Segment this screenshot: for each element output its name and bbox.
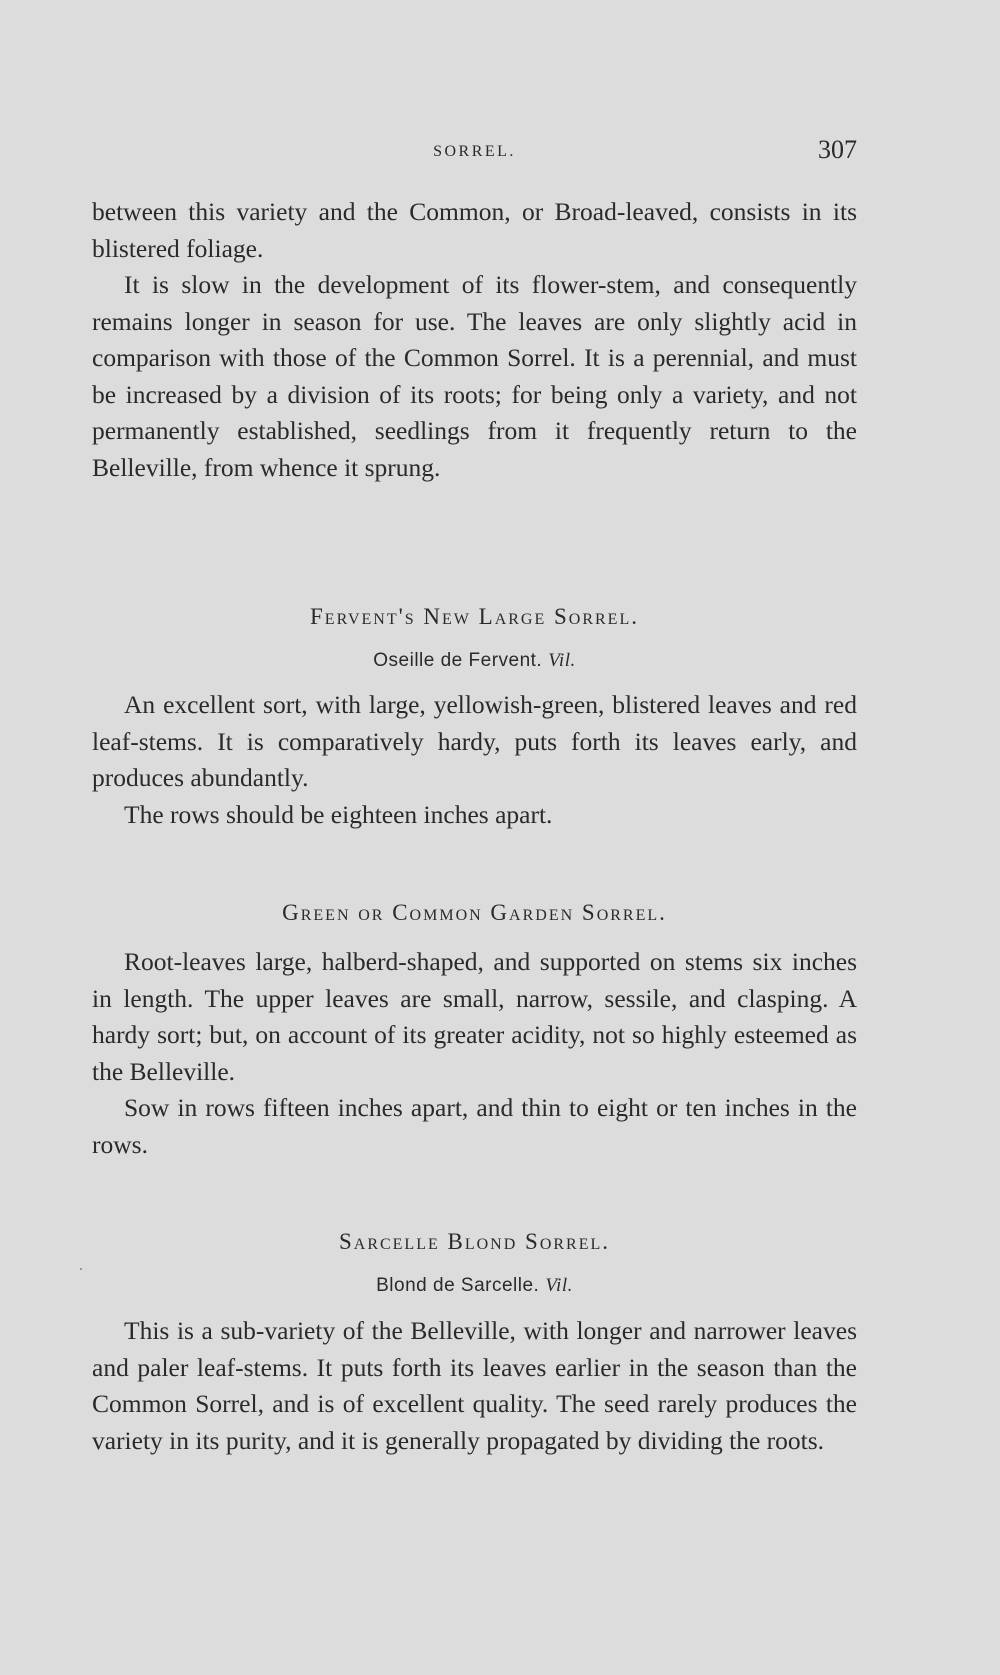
paragraph: Sow in rows fifteen inches apart, and thin to eight or ten inches in the rows.: [92, 1093, 857, 1159]
paragraph: between this variety and the Common, or Broad-leaved, consists in its blistered foliage.: [92, 197, 857, 263]
running-head-title: SORREL.: [433, 143, 516, 160]
running-head: [92, 135, 857, 175]
paragraph: This is a sub-variety of the Belleville, with longer and narrower leaves and paler leaf-stems. It puts forth its leaves earlier in the season than the Common Sorrel, and is of excellent quality. The seed rarely produces the variety in its purity, and it is generally propagated by dividing the roots.: [92, 1316, 857, 1455]
continuation-text: [92, 194, 857, 486]
section-synonym-sarcelle: [92, 1275, 857, 1297]
synonym-source: Vil.: [548, 650, 576, 671]
section-heading-sarcelle: Sarcelle Blond Sorrel.: [338, 1229, 611, 1254]
paragraph: It is slow in the development of its flower-stem, and consequently remains longer in season for use. The leaves are only slightly acid in comparison with those of the Common Sorrel. It is a perennial, and must be increased by a division of its roots; for being only a variety, and not permanently established, seedlings from it frequently return to the Belleville, from whence it sprung.: [92, 270, 857, 482]
paper-speck: [80, 1268, 82, 1270]
synonym-text: Blond de Sarcelle.: [376, 1275, 540, 1296]
paragraph: The rows should be eighteen inches apart.: [124, 799, 553, 829]
section-heading-green: Green or Common Garden Sorrel.: [282, 900, 667, 925]
paragraph: Root-leaves large, halberd-shaped, and supported on stems six inches in length. The upper leaves are small, narrow, sessile, and clasping. A hardy sort; but, on account of its greater acidity, not so highly esteemed as the Belleville.: [92, 947, 857, 1086]
synonym-text: Oseille de Fervent.: [373, 650, 543, 671]
synonym-source: Vil.: [545, 1275, 573, 1296]
paragraph: An excellent sort, with large, yellowish-green, blistered leaves and red leaf-stems. It is comparatively hardy, puts forth its leaves early, and produces abundantly.: [92, 690, 857, 792]
section-body-fervent: [92, 687, 857, 833]
section-synonym-fervent: [92, 650, 857, 672]
section-heading-fervent: Fervent's New Large Sorrel.: [310, 604, 639, 629]
section-body-sarcelle: [92, 1313, 857, 1459]
page-number: 307: [818, 135, 857, 164]
section-body-green: [92, 944, 857, 1163]
